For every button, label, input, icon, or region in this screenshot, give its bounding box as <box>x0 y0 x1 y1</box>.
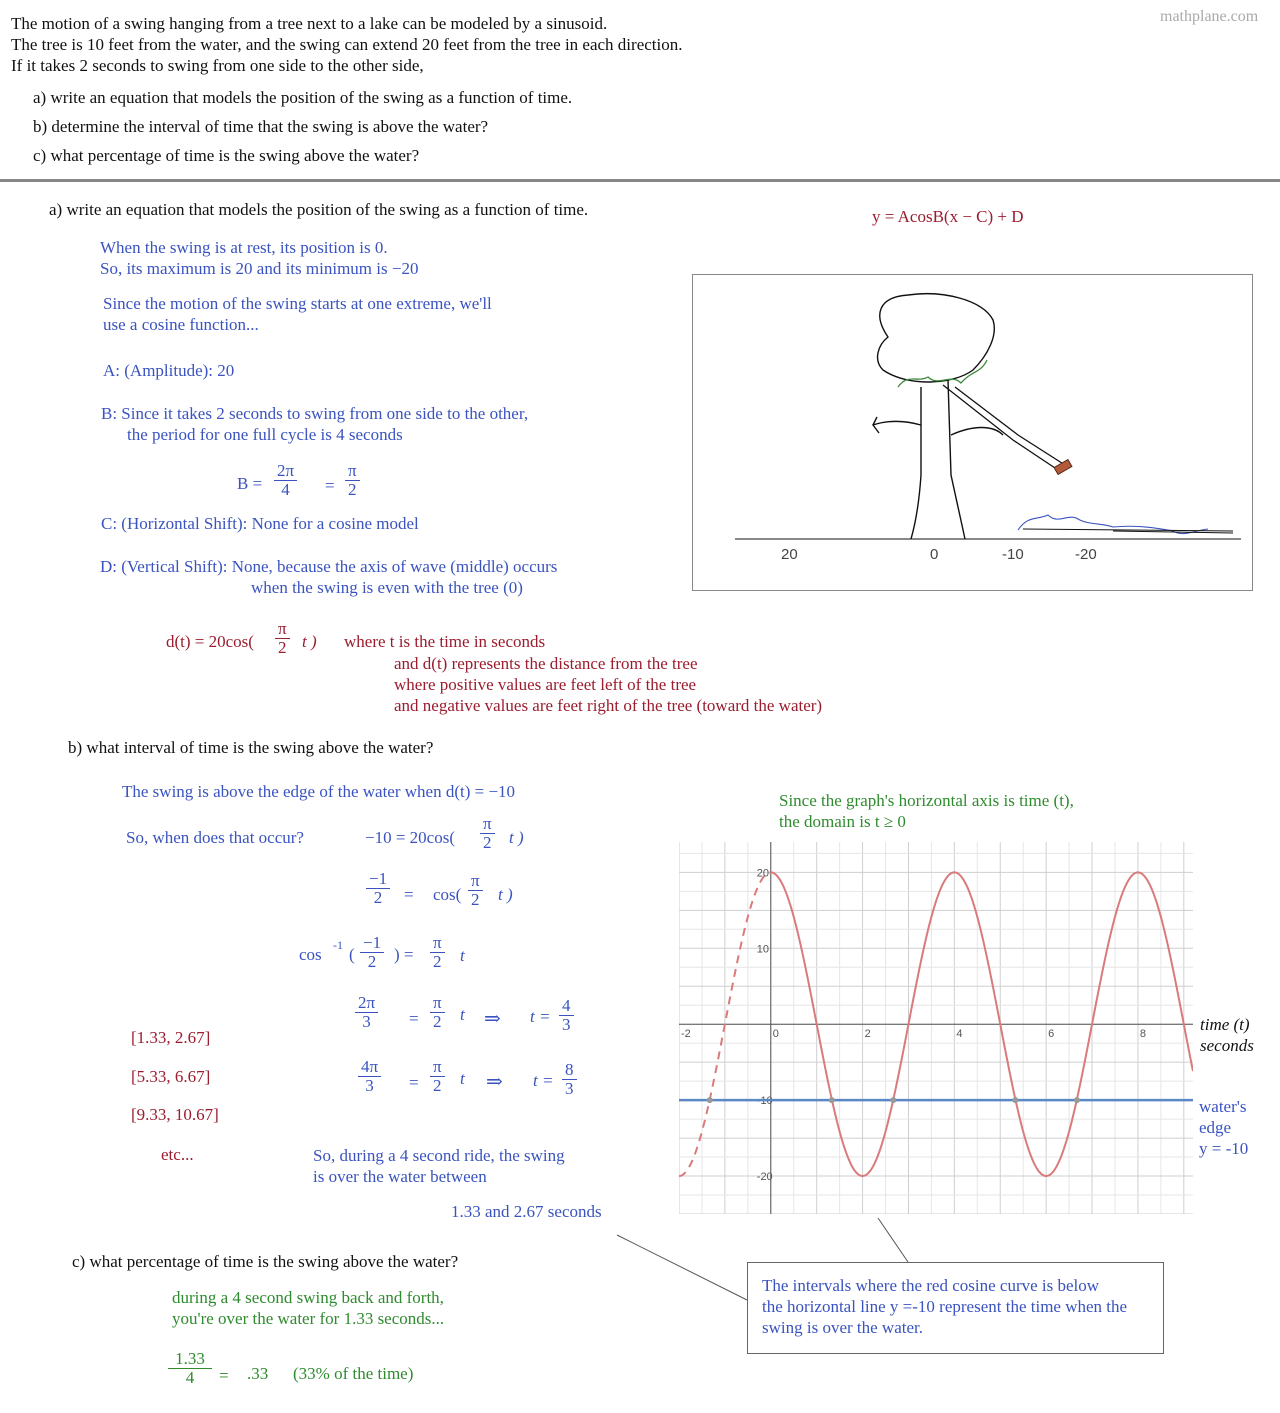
intersection-point <box>1012 1097 1018 1103</box>
step3-close: ) = <box>394 945 414 964</box>
y-tick-label: 10 <box>756 943 770 956</box>
numerator: 2π <box>355 994 378 1013</box>
tree-trunk-left <box>911 387 921 539</box>
denominator: 2 <box>433 1076 442 1095</box>
vertical-shift-explanation <box>100 556 557 598</box>
x-tick-label: 6 <box>1048 1028 1055 1041</box>
problem-line: The tree is 10 feet from the water, and the swing can extend 20 feet from the tree in each direction. <box>11 35 683 54</box>
graph-grid <box>679 842 1193 1214</box>
problem-line: If it takes 2 seconds to swing from one side to the other side, <box>11 56 424 75</box>
y-tick-label: -20 <box>756 1171 773 1184</box>
diagram-label: 20 <box>781 546 798 563</box>
problem-part: b) determine the interval of time that the swing is above the water? <box>33 117 489 136</box>
numerator: π <box>430 1058 445 1077</box>
swing-rope <box>943 385 1065 470</box>
part-b-heading: b) what interval of time is the swing above the water? <box>68 738 434 757</box>
final-eq-rhs: t ) <box>302 632 317 651</box>
denominator: 2 <box>433 952 442 971</box>
percent-result: .33 <box>247 1364 269 1383</box>
denominator: 2 <box>433 1012 442 1031</box>
step1-fraction <box>480 815 495 852</box>
watermark: mathplane.com <box>1160 8 1259 25</box>
explanation-line: and negative values are feet right of the tree (toward the water) <box>394 696 823 715</box>
step1-lhs: −10 = 20cos( <box>365 828 455 847</box>
water-label-line: edge <box>1199 1118 1232 1137</box>
part-b-intro: The swing is above the edge of the water when d(t) = −10 <box>122 782 516 801</box>
diagram-label: 0 <box>930 546 939 563</box>
diagram-label: -10 <box>1002 546 1024 563</box>
step4-fraction-result <box>559 997 574 1034</box>
interval-item: [1.33, 2.67] <box>131 1028 211 1047</box>
part-c-explanation <box>172 1287 444 1329</box>
step5-fraction-mid <box>430 1058 445 1095</box>
numerator: π <box>430 934 445 953</box>
graph-axes <box>679 842 1193 1214</box>
numerator: 1.33 <box>168 1350 212 1369</box>
step5-fraction-result <box>562 1061 577 1098</box>
domain-line: Since the graph's horizontal axis is time (t), <box>779 791 1074 810</box>
pointer-line <box>617 1235 747 1300</box>
explanation-rest <box>394 653 822 716</box>
final-eq-fraction <box>275 620 290 657</box>
summary-line: is over the water between <box>313 1167 487 1186</box>
intersection-point <box>890 1097 896 1103</box>
step5-t: t <box>460 1069 465 1088</box>
note-line: the horizontal line y =-10 represent the time when the <box>762 1297 1128 1316</box>
explanation-line: and d(t) represents the distance from the tree <box>394 654 698 673</box>
x-tick-label: -2 <box>681 1028 691 1041</box>
cosine-line: use a cosine function... <box>103 315 259 334</box>
general-form-equation: y = AcosB(x − C) + D <box>872 207 1024 226</box>
rest-explanation <box>100 237 418 279</box>
explanation-line-1: where t is the time in seconds <box>344 632 546 651</box>
tree-branch-right <box>951 428 1003 436</box>
axis-label-line: seconds <box>1200 1036 1254 1055</box>
x-tick-label: 0 <box>772 1028 779 1041</box>
x-tick-label: 2 <box>864 1028 871 1041</box>
problem-statement <box>11 13 682 76</box>
interval-item: etc... <box>161 1145 194 1164</box>
step2-fraction-right <box>468 872 483 909</box>
tree-diagram <box>692 274 1253 591</box>
y-tick-label: -10 <box>756 1095 773 1108</box>
step4-arrow: ⇒ <box>484 1008 501 1030</box>
step5-result: t = <box>533 1071 554 1090</box>
pointer-line <box>878 1218 908 1262</box>
rest-line: When the swing is at rest, its position is 0. <box>100 238 388 257</box>
domain-note <box>779 790 1074 832</box>
denominator: 3 <box>362 1012 371 1031</box>
denominator: 3 <box>365 1076 374 1095</box>
part-c-heading: c) what percentage of time is the swing above the water? <box>72 1252 459 1271</box>
percent-text: (33% of the time) <box>293 1364 414 1383</box>
denominator: 2 <box>373 888 383 907</box>
step3-open-paren: ( <box>349 945 355 964</box>
part-c-line: during a 4 second swing back and forth, <box>172 1288 444 1307</box>
explanation-line: where positive values are feet left of the tree <box>394 675 697 694</box>
numerator: π <box>480 815 495 834</box>
tree-sketch <box>693 275 1252 590</box>
step2-rhs: t ) <box>498 885 513 904</box>
numerator: 4 <box>559 997 574 1016</box>
step3-exponent: -1 <box>333 938 343 952</box>
cosine-line: Since the motion of the swing starts at one extreme, we'll <box>103 294 492 313</box>
section-divider <box>0 179 1280 182</box>
numerator: 2π <box>274 462 297 481</box>
numerator: −1 <box>360 934 384 953</box>
x-tick-label: 4 <box>956 1028 963 1041</box>
note-line: The intervals where the red cosine curve is below <box>762 1276 1100 1295</box>
denominator: 3 <box>562 1015 571 1034</box>
b-eq-lhs: B = <box>237 474 263 493</box>
denominator: 3 <box>565 1079 574 1098</box>
numerator: 4π <box>358 1058 381 1077</box>
swing-seat <box>1054 460 1072 475</box>
part-b-result: 1.33 and 2.67 seconds <box>451 1202 602 1221</box>
step4-fraction-left <box>355 994 378 1031</box>
denominator: 2 <box>483 833 492 852</box>
tree-trunk-right <box>948 380 965 539</box>
axis-label-line: time (t) <box>1200 1015 1250 1034</box>
step2-fraction-left <box>366 870 390 907</box>
step4-result: t = <box>530 1007 551 1026</box>
horizontal-shift-text: C: (Horizontal Shift): None for a cosine model <box>101 514 419 533</box>
step5-fraction-left <box>358 1058 381 1095</box>
vertical-shift-line: when the swing is even with the tree (0) <box>251 578 523 597</box>
numerator: π <box>345 462 360 481</box>
part-a-heading: a) write an equation that models the position of the swing as a function of time. <box>49 200 589 219</box>
rest-line: So, its maximum is 20 and its minimum is −20 <box>100 259 419 278</box>
graph-tick-labels <box>681 867 1146 1183</box>
tree-branch-left <box>873 417 921 433</box>
diagram-label: -20 <box>1075 546 1097 563</box>
part-b-question: So, when does that occur? <box>126 828 304 847</box>
percent-equals: = <box>219 1366 229 1385</box>
numerator: π <box>468 872 483 891</box>
percent-fraction <box>168 1350 212 1387</box>
step4-equals: = <box>409 1009 419 1028</box>
numerator: π <box>430 994 445 1013</box>
period-explanation <box>101 403 528 445</box>
interval-note-box <box>747 1262 1164 1354</box>
denominator: 4 <box>281 480 290 499</box>
step5-equals: = <box>409 1073 419 1092</box>
x-axis-label <box>1200 1014 1254 1056</box>
summary-line: So, during a 4 second ride, the swing <box>313 1146 565 1165</box>
b-eq-fraction-2 <box>345 462 360 499</box>
denominator: 2 <box>348 480 357 499</box>
water-label-line: water's <box>1199 1097 1247 1116</box>
intersection-point <box>1074 1097 1080 1103</box>
numerator: −1 <box>366 870 390 889</box>
y-tick-label: 20 <box>756 867 770 880</box>
numerator: 8 <box>562 1061 577 1080</box>
step5-arrow: ⇒ <box>486 1071 503 1093</box>
step3-cos: cos <box>299 945 322 964</box>
tree-canopy <box>878 294 995 382</box>
cosine-explanation <box>103 293 492 335</box>
problem-line: The motion of a swing hanging from a tree next to a lake can be modeled by a sinusoid. <box>11 14 608 33</box>
interval-item: [5.33, 6.67] <box>131 1067 211 1086</box>
part-b-summary <box>313 1145 565 1187</box>
step2-equals: = <box>404 885 414 904</box>
problem-part: c) what percentage of time is the swing above the water? <box>33 146 420 165</box>
note-line: swing is over the water. <box>762 1318 923 1337</box>
final-eq-lhs: d(t) = 20cos( <box>166 632 254 651</box>
period-line: B: Since it takes 2 seconds to swing from one side to the other, <box>101 404 529 423</box>
problem-part: a) write an equation that models the position of the swing as a function of time. <box>33 88 573 107</box>
b-eq-equals: = <box>325 476 335 495</box>
denominator: 2 <box>367 952 377 971</box>
problem-parts <box>33 88 572 175</box>
period-line: the period for one full cycle is 4 seconds <box>127 425 403 444</box>
step4-fraction-mid <box>430 994 445 1031</box>
intersection-point <box>707 1097 713 1103</box>
step3-fraction-right <box>430 934 445 971</box>
intersection-point <box>829 1097 835 1103</box>
vertical-shift-line: D: (Vertical Shift): None, because the axis of wave (middle) occurs <box>100 557 558 576</box>
water-edge-label <box>1199 1096 1248 1159</box>
step1-rhs: t ) <box>509 828 524 847</box>
denominator: 4 <box>185 1368 195 1387</box>
numerator: π <box>275 620 290 639</box>
part-c-line: you're over the water for 1.33 seconds... <box>172 1309 445 1328</box>
denominator: 2 <box>471 890 480 909</box>
x-tick-label: 8 <box>1139 1028 1147 1041</box>
interval-item: [9.33, 10.67] <box>131 1105 219 1124</box>
step2-cos: cos( <box>433 885 462 904</box>
cosine-graph <box>679 842 1193 1214</box>
domain-line: the domain is t ≥ 0 <box>779 812 906 831</box>
amplitude-text: A: (Amplitude): 20 <box>103 361 235 380</box>
tree-leaves <box>898 360 987 387</box>
step3-t: t <box>460 946 465 965</box>
step4-t: t <box>460 1005 465 1024</box>
denominator: 2 <box>278 638 287 657</box>
b-eq-fraction-1 <box>274 462 297 499</box>
water-label-line: y = -10 <box>1199 1139 1249 1158</box>
step3-fraction-left <box>360 934 384 971</box>
